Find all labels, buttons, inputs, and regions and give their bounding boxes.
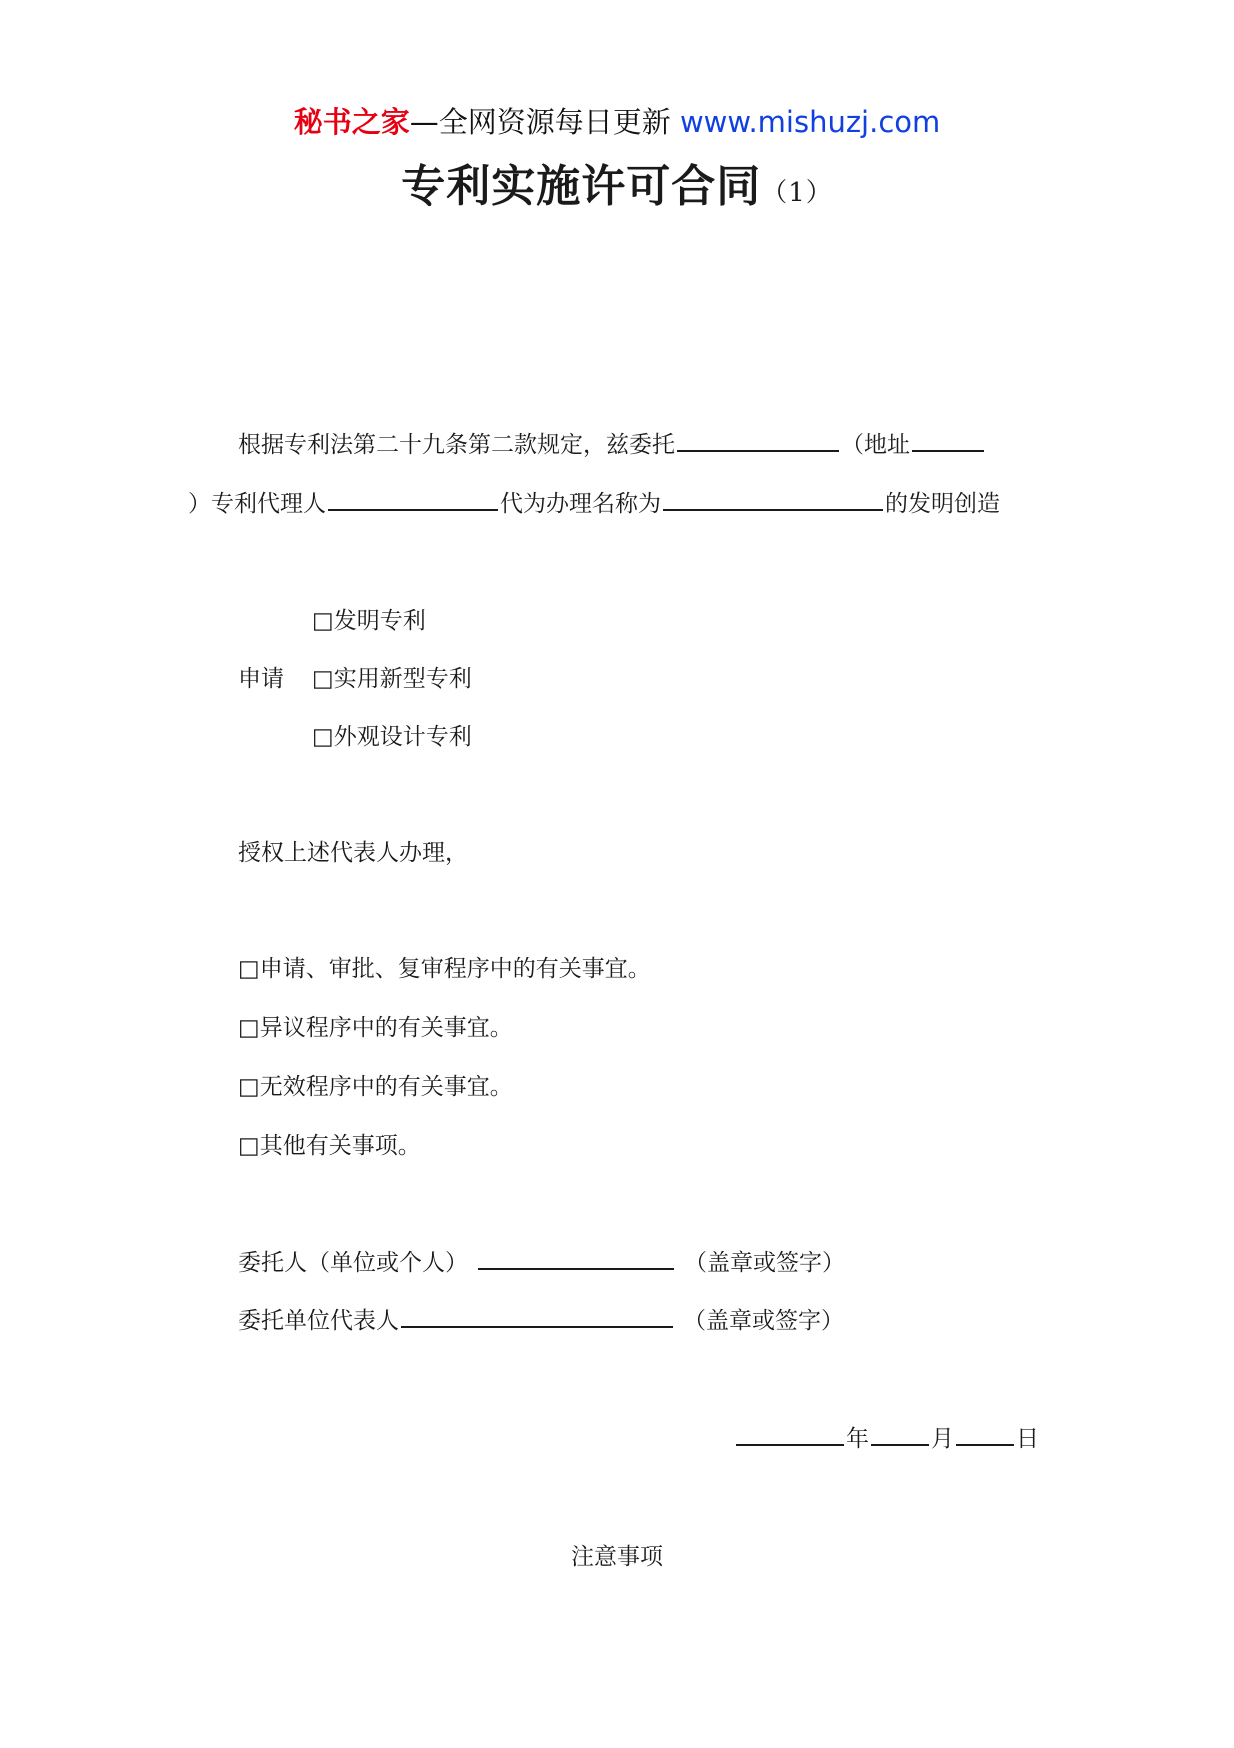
- representative-signature-blank[interactable]: [401, 1306, 673, 1328]
- day-blank[interactable]: [956, 1424, 1014, 1446]
- month-label: 月: [931, 1426, 954, 1452]
- patent-agent-blank[interactable]: [328, 489, 498, 511]
- brand-name: 秘书之家: [293, 105, 410, 139]
- matter-item[interactable]: □无效程序中的有关事宜。: [238, 1074, 513, 1100]
- intro-text-5: 的发明创造: [885, 491, 1000, 517]
- principal-signature-blank[interactable]: [478, 1248, 674, 1270]
- intro-text-3: ）专利代理人: [188, 491, 326, 517]
- principal-signature-row: [238, 1244, 845, 1277]
- address-blank[interactable]: [912, 430, 984, 452]
- day-label: 日: [1016, 1426, 1039, 1452]
- principal-label: 委托人（单位或个人）: [238, 1250, 468, 1276]
- option-invention[interactable]: □发明专利: [312, 608, 426, 634]
- intro-text-4: 代为办理名称为: [500, 491, 661, 517]
- authorize-text: 授权上述代表人办理，: [238, 840, 468, 866]
- representative-signature-row: [238, 1302, 844, 1335]
- seal-note: （盖章或签字）: [684, 1250, 845, 1276]
- title-main: 专利实施许可合同: [401, 161, 762, 212]
- matter-item[interactable]: □其他有关事项。: [238, 1133, 421, 1159]
- seal-note: （盖章或签字）: [683, 1308, 844, 1334]
- apply-label: 申请: [238, 666, 284, 692]
- representative-label: 委托单位代表人: [238, 1308, 399, 1334]
- site-header: [0, 100, 1234, 141]
- intro-line-1: [238, 426, 986, 459]
- option-utility-model[interactable]: □实用新型专利: [312, 666, 472, 692]
- document-title: [0, 150, 1234, 214]
- year-label: 年: [846, 1426, 869, 1452]
- matter-item[interactable]: □异议程序中的有关事宜。: [238, 1015, 513, 1041]
- intro-line-2: [188, 485, 1000, 518]
- site-url-link[interactable]: www.mishuzj.com: [679, 105, 941, 139]
- year-blank[interactable]: [736, 1424, 844, 1446]
- agent-blank[interactable]: [677, 430, 839, 452]
- intro-text-1: 根据专利法第二十九条第二款规定，兹委托: [238, 432, 675, 458]
- slogan: —全网资源每日更新: [409, 105, 680, 139]
- notes-heading: 注意事项: [571, 1544, 663, 1570]
- intro-text-2: （地址: [841, 432, 910, 458]
- matter-item[interactable]: □申请、审批、复审程序中的有关事宜。: [238, 956, 651, 982]
- month-blank[interactable]: [871, 1424, 929, 1446]
- option-design[interactable]: □外观设计专利: [312, 724, 472, 750]
- title-suffix: （1）: [761, 178, 833, 208]
- invention-name-blank[interactable]: [663, 489, 883, 511]
- date-row: [734, 1420, 1039, 1453]
